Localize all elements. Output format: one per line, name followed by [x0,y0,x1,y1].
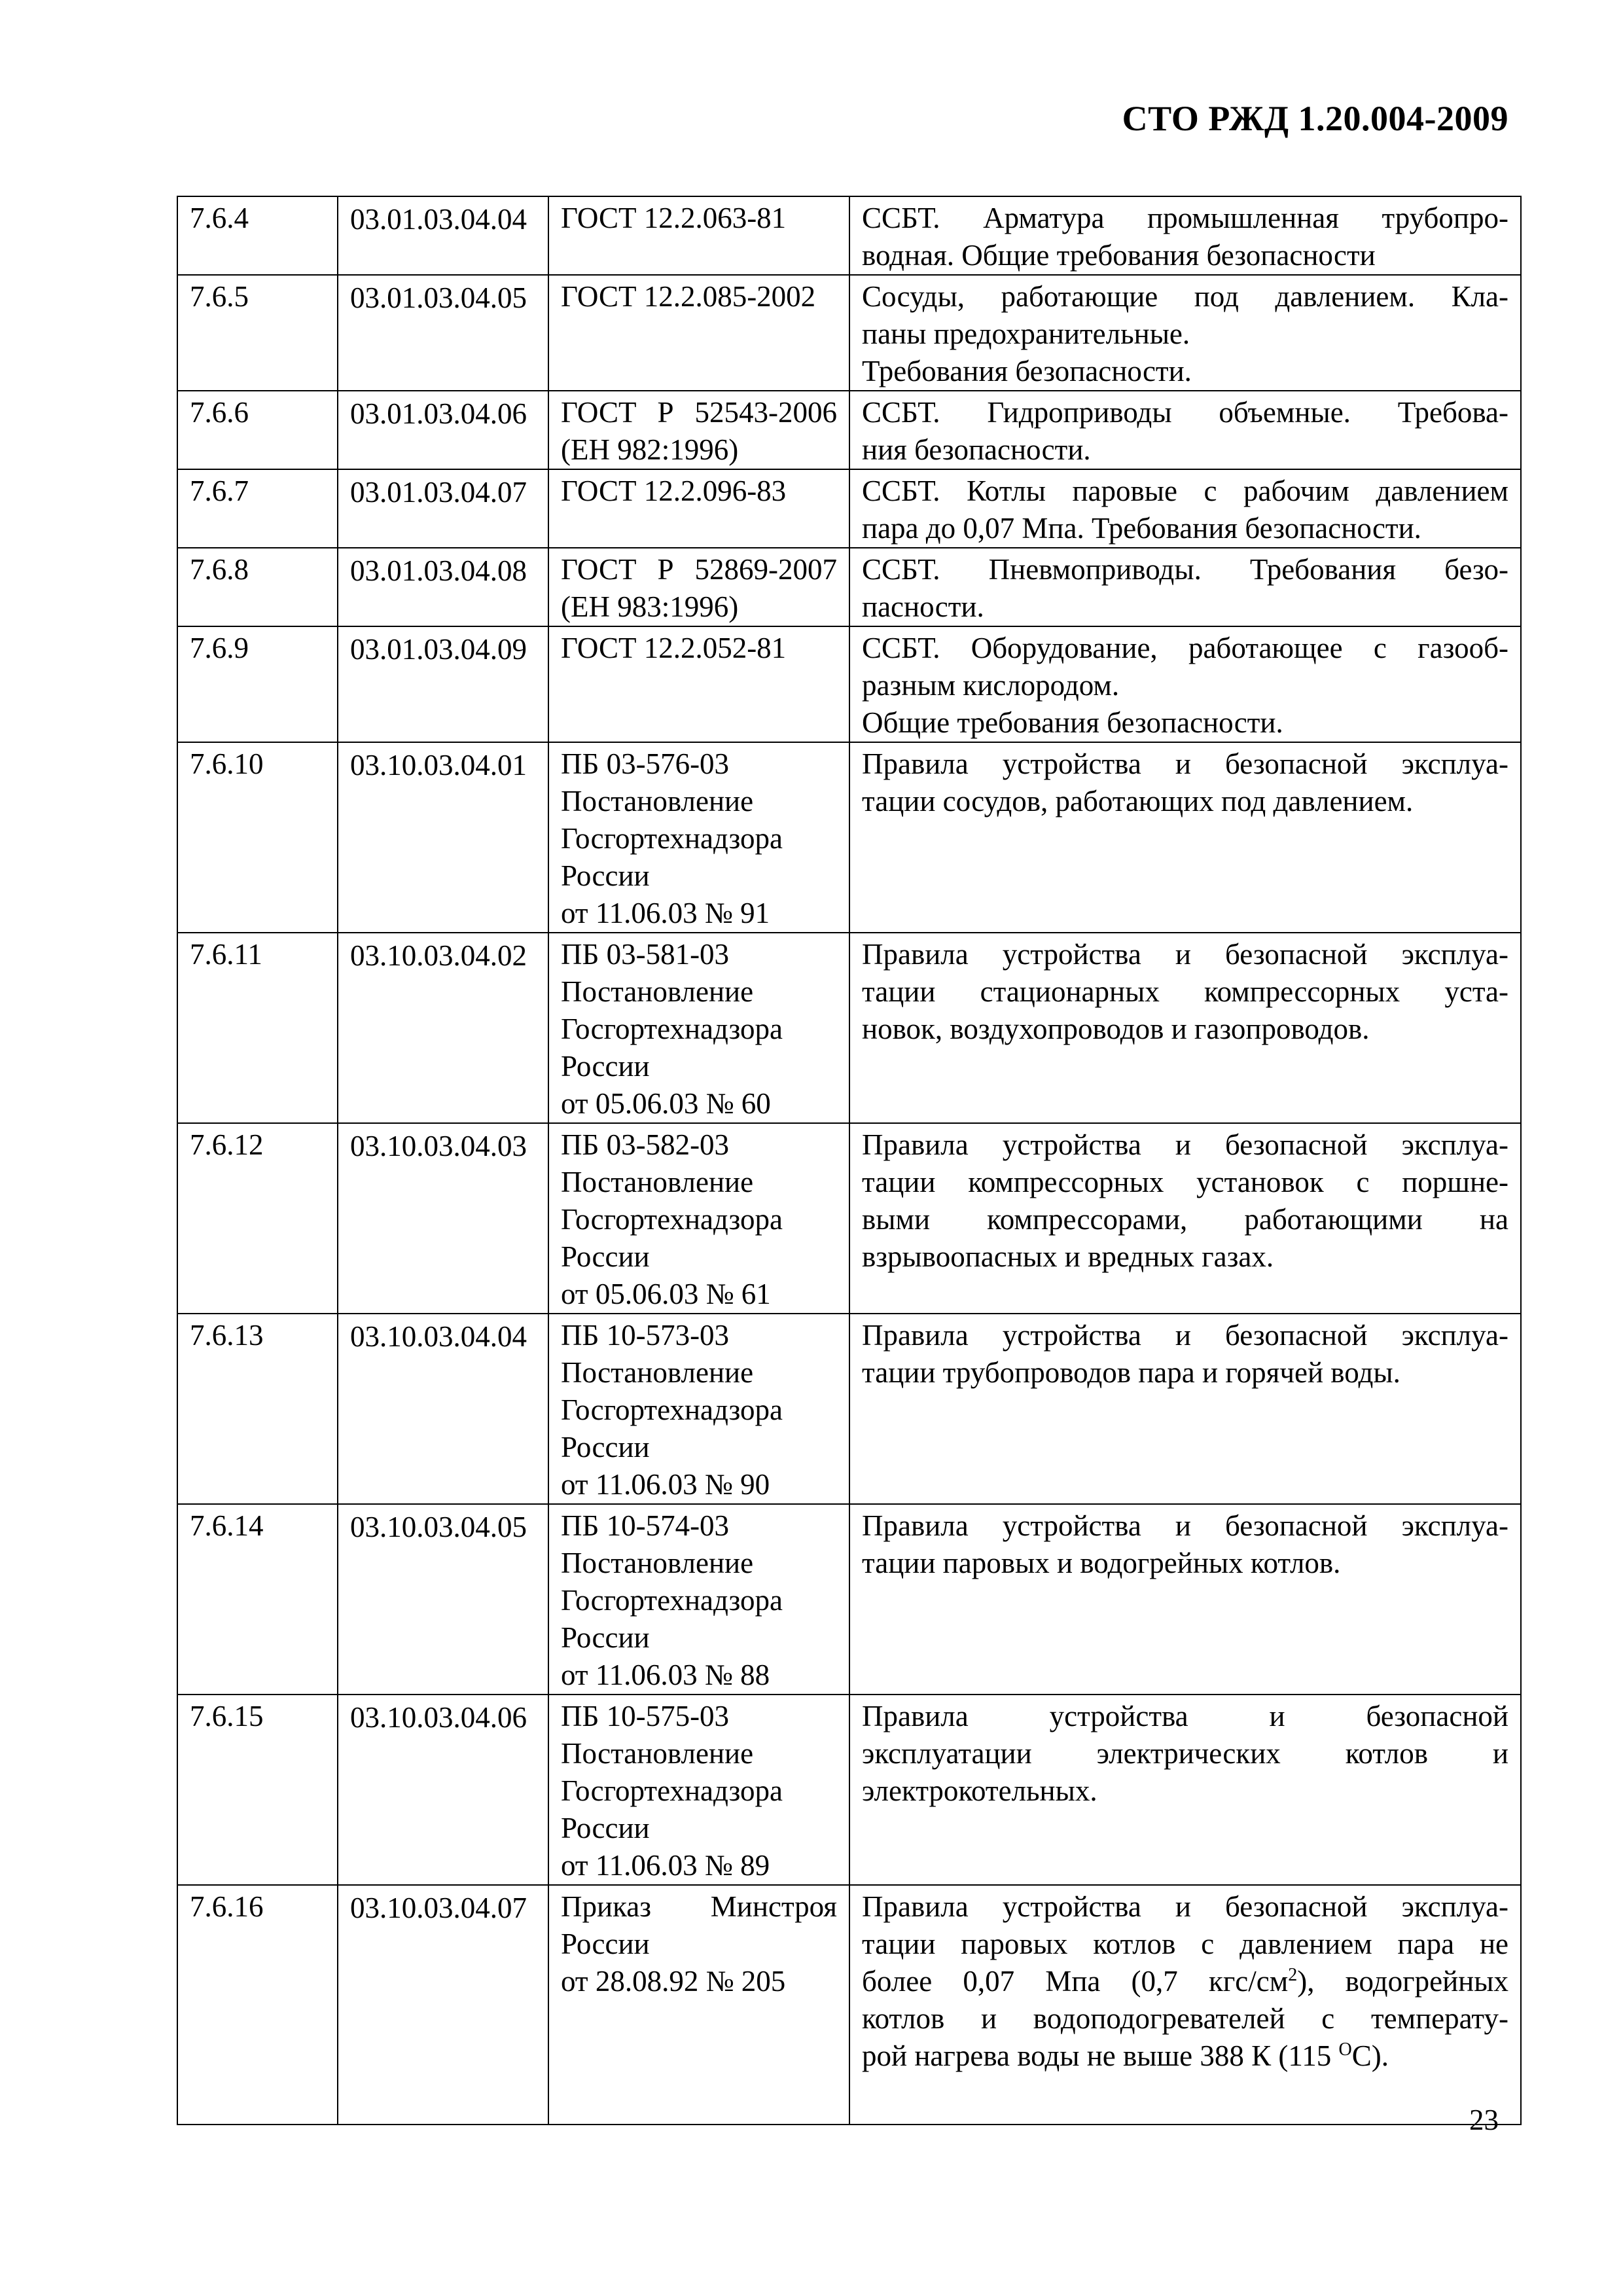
classifier-code: 03.10.03.04.07 [338,1885,548,2125]
item-number: 7.6.13 [177,1314,338,1504]
classifier-code: 03.01.03.04.04 [338,196,548,275]
item-number: 7.6.4 [177,196,338,275]
item-number: 7.6.5 [177,275,338,391]
document-title: Правила устройства и безопасной эксплуа- тации компрессорных установок с поршне- выми компрессорами, работающими на взрывоопасных и вредных газах. [849,1123,1521,1314]
document-title: ССБТ. Гидроприводы объемные. Требова- ния безопасности. [849,391,1521,469]
classifier-code: 03.01.03.04.05 [338,275,548,391]
document-designation: ПБ 03-576-03 Постановление Госгортехнадзора России от 11.06.03 № 91 [548,742,849,933]
document-designation: Приказ Минстроя России от 28.08.92 № 205 [548,1885,849,2125]
classifier-code: 03.10.03.04.06 [338,1695,548,1885]
item-number: 7.6.10 [177,742,338,933]
document-title: ССБТ. Оборудование, работающее с газооб- разным кислородом. Общие требования безопасности. [849,626,1521,742]
document-title: Правила устройства и безопасной эксплуа- тации трубопроводов пара и горячей воды. [849,1314,1521,1504]
table-row [177,1885,1521,2125]
document-designation: ГОСТ 12.2.085-2002 [548,275,849,391]
classifier-code: 03.10.03.04.03 [338,1123,548,1314]
document-designation: ПБ 10-575-03 Постановление Госгортехнадзора России от 11.06.03 № 89 [548,1695,849,1885]
document-designation: ГОСТ 12.2.096-83 [548,469,849,548]
classifier-code: 03.10.03.04.01 [338,742,548,933]
document-title: Правила устройства и безопасной эксплуа- тации сосудов, работающих под давлением. [849,742,1521,933]
table-row [177,1504,1521,1695]
table-row [177,742,1521,933]
item-number: 7.6.15 [177,1695,338,1885]
classifier-code: 03.01.03.04.07 [338,469,548,548]
document-title: Правила устройства и безопасной эксплуа- тации паровых котлов с давлением пара не более 0,07 Мпа (0,7 кгс/$см^2$), водогрейных котлов и водоподогревателей с температу- рой нагрева воды не выше 388 К (115 $^О$С). [849,1885,1521,2125]
table-row [177,469,1521,548]
document-title: Правила устройства и безопасной эксплуатации электрических котлов и электрокотельных. [849,1695,1521,1885]
item-number: 7.6.7 [177,469,338,548]
table-row [177,548,1521,626]
document-designation: ГОСТ Р 52869-2007 (ЕН 983:1996) [548,548,849,626]
table-row [177,1123,1521,1314]
classifier-code: 03.10.03.04.04 [338,1314,548,1504]
document-title: ССБТ. Пневмоприводы. Требования безо- пасности. [849,548,1521,626]
item-number: 7.6.9 [177,626,338,742]
table-row [177,391,1521,469]
table-row [177,626,1521,742]
item-number: 7.6.14 [177,1504,338,1695]
document-title: ССБТ. Котлы паровые с рабочим давлением пара до 0,07 Мпа. Требования безопасности. [849,469,1521,548]
table-row [177,1695,1521,1885]
item-number: 7.6.11 [177,933,338,1123]
item-number: 7.6.8 [177,548,338,626]
document-designation: ПБ 10-574-03 Постановление Госгортехнадзора России от 11.06.03 № 88 [548,1504,849,1695]
superscript: 2 [1288,1965,1298,1985]
document-designation: ГОСТ 12.2.063-81 [548,196,849,275]
item-number: 7.6.12 [177,1123,338,1314]
document-designation: ПБ 10-573-03 Постановление Госгортехнадзора России от 11.06.03 № 90 [548,1314,849,1504]
document-designation: ГОСТ 12.2.052-81 [548,626,849,742]
document-title: Правила устройства и безопасной эксплуа- тации паровых и водогрейных котлов. [849,1504,1521,1695]
standards-table [177,196,1522,2125]
table-row [177,196,1521,275]
classifier-code: 03.01.03.04.09 [338,626,548,742]
table-row [177,275,1521,391]
item-number: 7.6.6 [177,391,338,469]
classifier-code: 03.10.03.04.05 [338,1504,548,1695]
superscript: О [1338,2039,1352,2060]
document-code-header: СТО РЖД 1.20.004-2009 [1122,99,1508,138]
document-designation: ПБ 03-581-03 Постановление Госгортехнадзора России от 05.06.03 № 60 [548,933,849,1123]
classifier-code: 03.10.03.04.02 [338,933,548,1123]
document-title: ССБТ. Арматура промышленная трубопро- водная. Общие требования безопасности [849,196,1521,275]
document-title: Сосуды, работающие под давлением. Кла- паны предохранительные. Требования безопасности. [849,275,1521,391]
page-number: 23 [1469,2104,1499,2136]
table-row [177,1314,1521,1504]
table-row [177,933,1521,1123]
classifier-code: 03.01.03.04.06 [338,391,548,469]
classifier-code: 03.01.03.04.08 [338,548,548,626]
document-designation: ПБ 03-582-03 Постановление Госгортехнадзора России от 05.06.03 № 61 [548,1123,849,1314]
document-designation: ГОСТ Р 52543-2006 (ЕН 982:1996) [548,391,849,469]
item-number: 7.6.16 [177,1885,338,2125]
document-title: Правила устройства и безопасной эксплуа- тации стационарных компрессорных уста- новок, воздухопроводов и газопроводов. [849,933,1521,1123]
